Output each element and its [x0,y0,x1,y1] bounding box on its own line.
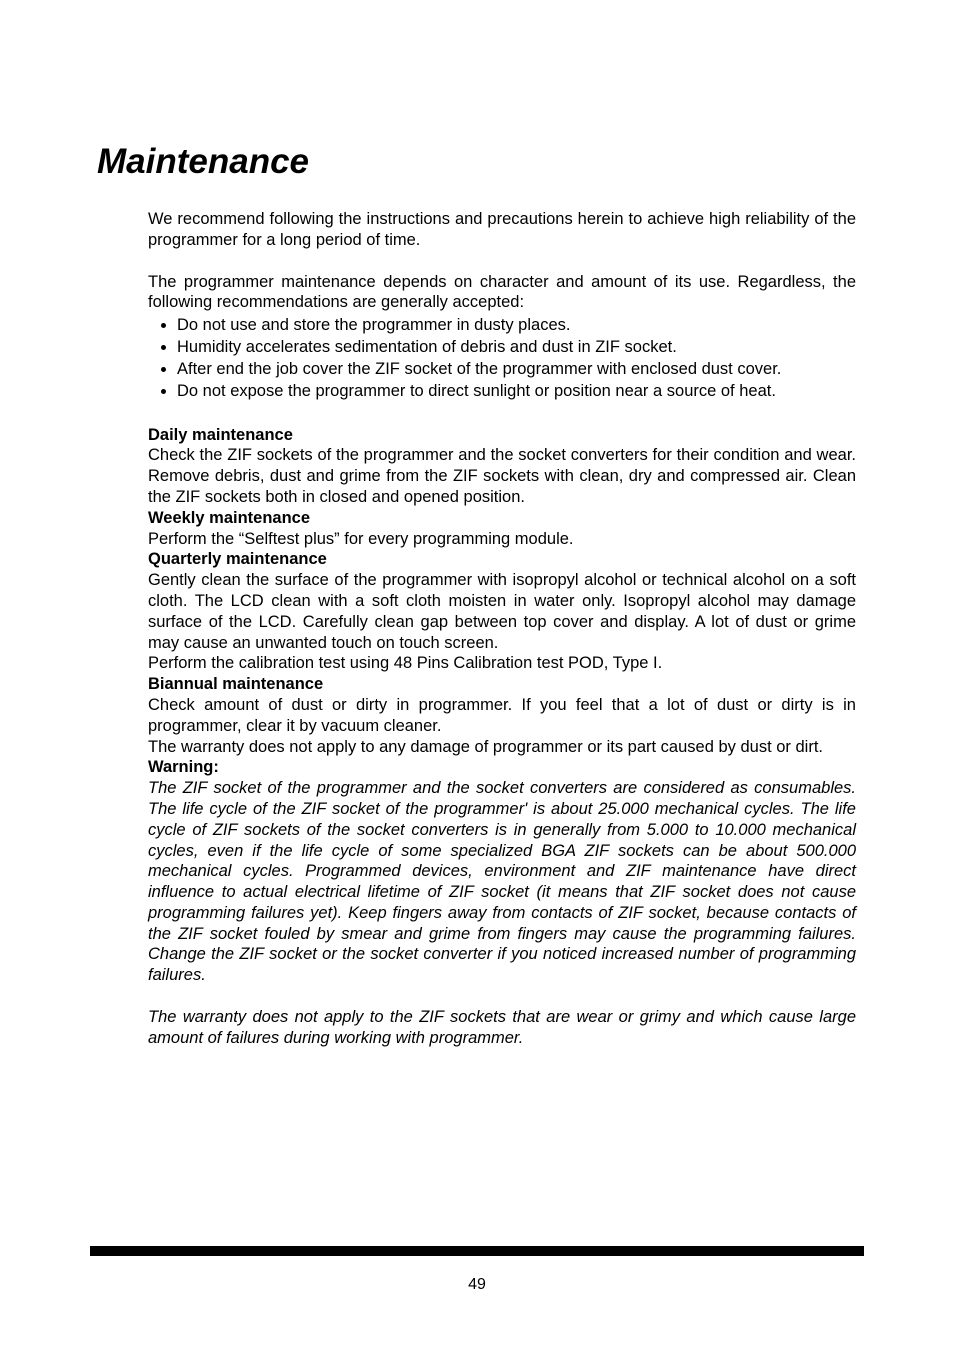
bullet-icon [161,345,166,350]
paragraph-gap [148,986,856,1007]
list-item [148,337,856,358]
general-paragraph: The programmer maintenance depends on character and amount of its use. Regardless, the following recommendations are generally accepted: [148,272,856,312]
bullet-icon [161,367,166,372]
weekly-maintenance-heading: Weekly maintenance [148,508,311,527]
warranty-note: The warranty does not apply to the ZIF sockets that are wear or grimy and which cause large amount of failures during working with programmer. [148,1008,856,1047]
biannual-maintenance-text-2: The warranty does not apply to any damage of programmer or its part caused by dust or dirt. [148,737,824,756]
list-item-text: After end the job cover the ZIF socket of the programmer with enclosed dust cover. [177,360,782,379]
paragraph-gap [148,404,856,425]
bullet-icon [161,389,166,394]
list-item-text: Do not use and store the programmer in dusty places. [177,316,571,335]
list-item [148,359,856,380]
daily-maintenance-heading: Daily maintenance [148,425,293,444]
biannual-maintenance-text: Check amount of dust or dirty in programmer. If you feel that a lot of dust or dirty is in programmer, clear it by vacuum cleaner. [148,695,856,735]
document-body [148,209,856,1049]
bullet-icon [161,323,166,328]
quarterly-maintenance-text-2: Perform the calibration test using 48 Pins Calibration test POD, Type I. [148,654,663,673]
quarterly-maintenance-heading: Quarterly maintenance [148,550,327,569]
list-item-text: Do not expose the programmer to direct sunlight or position near a source of heat. [177,382,776,401]
list-item-text: Humidity accelerates sedimentation of debris and dust in ZIF socket. [177,338,677,357]
page-title: Maintenance [97,142,309,181]
weekly-maintenance-text: Perform the “Selftest plus” for every programming module. [148,529,574,548]
recommendations-list [148,315,856,402]
warning-heading: Warning: [148,758,219,777]
list-item [148,315,856,336]
biannual-maintenance-heading: Biannual maintenance [148,675,324,694]
daily-maintenance-text: Check the ZIF sockets of the programmer and the socket converters for their condition and wear. Remove debris, dust and grime from the ZIF sockets with clean, dry and compressed air. Clean the ZIF sockets both in closed and opened position. [148,446,856,506]
warning-text: The ZIF socket of the programmer and the socket converters are considered as consumables. The life cycle of the ZIF socket of the programmer' is about 25.000 mechanical cycles. The life cycle of ZIF sockets of the socket converters is in generally from 5.000 to 10.000 mechanical cycles, even if the life cycle of some specialized BGA ZIF sockets can be about 500.000 mechanical cycles. Programmed devices, environment and ZIF maintenance have direct influence to actual electrical lifetime of ZIF socket (it means that ZIF socket does not cause programming failures yet). Keep fingers away from contacts of ZIF socket, because contacts of the ZIF socket fouled by smear and grime from fingers may cause the programming failures. Change the ZIF socket or the socket converter if you noticed increased number of programming failures. [148,779,856,985]
quarterly-maintenance-text: Gently clean the surface of the programmer with isopropyl alcohol or technical alcohol on a soft cloth. The LCD clean with a soft cloth moisten in water only. Isopropyl alcohol may damage surface of the LCD. Carefully clean gap between top cover and display. A lot of dust or grime may cause an unwanted touch on touch screen. [148,571,856,652]
page-number: 49 [468,1276,486,1293]
intro-paragraph: We recommend following the instructions and precautions herein to achieve high reliability of the programmer for a long period of time. [148,210,856,249]
list-item [148,381,856,402]
footer-divider [90,1246,864,1256]
paragraph-gap [148,251,856,272]
